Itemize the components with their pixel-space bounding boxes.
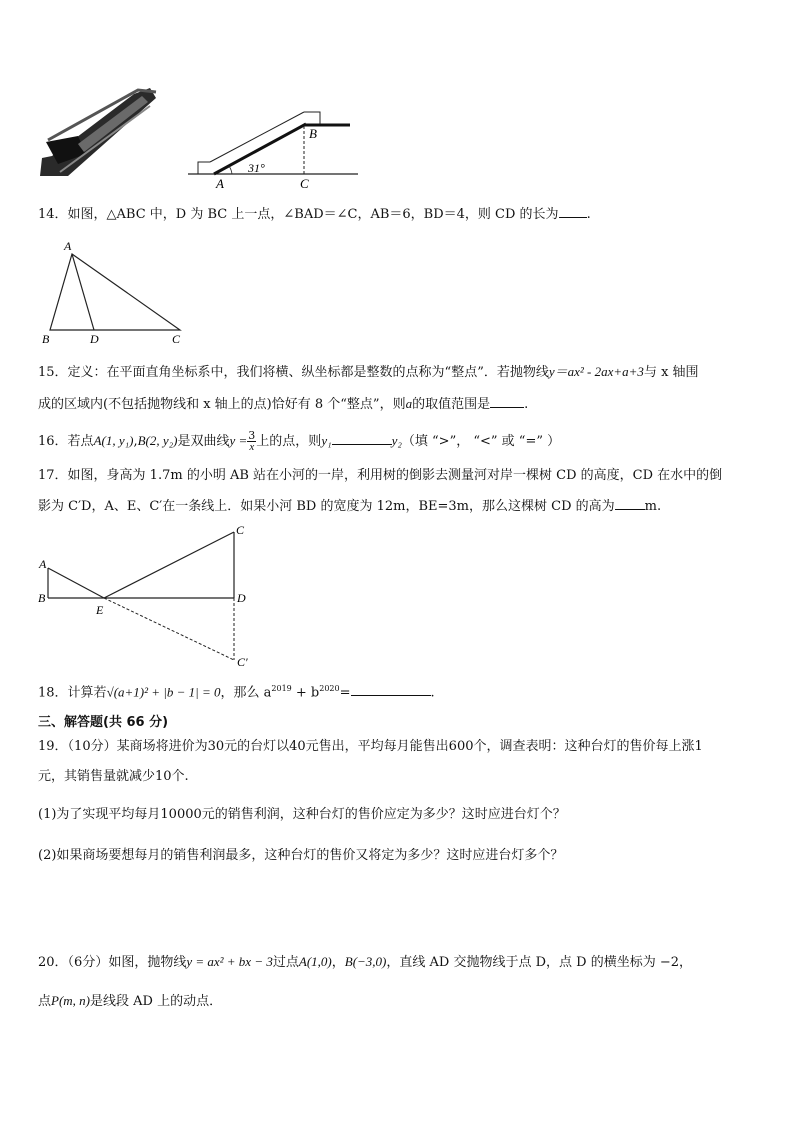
label-b: B — [42, 332, 50, 346]
question-17-line2: 影为 C′D，A、E、C′在一条线上．如果小河 BD 的宽度为 12m，BE=3m，那么这棵树 CD 的高为 m. — [38, 499, 662, 514]
question-19-part2: (2)如果商场要想每月的销售利润最多，这种台灯的售价又将定为多少？这时应进台灯多个？ — [38, 848, 564, 863]
parabola-formula: y＝ax² - 2ax+a+3 — [548, 364, 644, 379]
question-19-part1: (1)为了实现平均每月10000元的销售利润，这种台灯的售价应定为多少？这时应进台灯个？ — [38, 807, 566, 822]
question-14: 14．如图，△ABC 中，D 为 BC 上一点，∠BAD＝∠C，AB＝6，BD＝4，则 CD 的长为 . — [38, 207, 591, 222]
question-16: 16．若点A(1, y₁),B(2, y₂)是双曲线y = $\frac{3}{x}$ 上的点，则y₁ y₂（填 “>”， “<” 或 “=” ） — [38, 429, 561, 453]
label-b: B — [38, 591, 46, 605]
answer-blank[interactable] — [490, 395, 524, 408]
question-number: 15． — [38, 365, 68, 380]
label-c-prime: C′ — [237, 655, 248, 669]
question-15-line2: 成的区域内(不包括抛物线和 x 轴上的点)恰好有 8 个“整点”，则a的取值范围是 . — [38, 396, 529, 412]
label-d: D — [90, 332, 99, 346]
label-c: C — [236, 523, 245, 537]
label-b: B — [309, 126, 317, 141]
triangle-figure — [38, 236, 188, 346]
escalator-photo — [38, 84, 158, 178]
question-number: 18． — [38, 685, 68, 701]
answer-blank[interactable] — [559, 205, 587, 218]
angle-label: 31° — [248, 161, 265, 175]
question-18: 18．计算若√(a+1)² + |b − 1| = 0，那么 $a^{2019} + b^{2020}=$ . — [38, 684, 435, 701]
question-20: 20．（6分）如图，抛物线y = ax² + bx − 3过点A(1,0)，B(−3,0)，直线 AD 交抛物线于点 D，点 D 的横坐标为 −2， — [38, 954, 692, 970]
label-c: C — [172, 332, 181, 346]
question-20-line2: 点P(m, n)是线段 AD 上的动点． — [38, 993, 223, 1009]
question-number: 19． — [38, 739, 68, 754]
answer-blank[interactable] — [615, 497, 645, 510]
label-d: D — [237, 591, 246, 605]
label-e: E — [96, 603, 104, 617]
question-19-line2: 元，其销售量就减少10个. — [38, 769, 189, 784]
escalator-diagram — [186, 110, 362, 194]
answer-blank[interactable] — [351, 683, 431, 696]
question-text: 如图，△ABC 中，D 为 BC 上一点，∠BAD＝∠C，AB＝6，BD＝4，则 CD 的长为 — [67, 207, 559, 222]
question-19: 19．（10分）某商场将进价为30元的台灯以40元售出，平均每月能售出600个，调查表明：这种台灯的售价每上涨1 — [38, 739, 703, 754]
question-number: 17． — [38, 468, 68, 483]
question-number: 14． — [38, 207, 68, 222]
label-c: C — [300, 176, 309, 191]
label-a: A — [39, 557, 47, 571]
parabola-formula: y = ax² + bx − 3 — [186, 954, 273, 969]
question-15: 15．定义：在平面直角坐标系中，我们将横、纵坐标都是整数的点称为“整点”．若抛物线y＝ax² - 2ax+a+3与 x 轴围 — [38, 364, 699, 380]
fraction: $\frac{3}{x}$ — [248, 429, 256, 453]
section-heading: 三、解答题(共 66 分) — [38, 715, 169, 730]
answer-blank[interactable] — [332, 432, 392, 445]
label-a: A — [216, 176, 224, 191]
question-number: 20． — [38, 955, 68, 970]
label-a: A — [64, 239, 72, 253]
question-number: 16． — [38, 434, 68, 449]
equation: √(a+1)² + |b − 1| = 0 — [106, 684, 221, 700]
reflection-figure — [38, 520, 262, 670]
question-17: 17．如图，身高为 1.7m 的小明 AB 站在小河的一岸，利用树的倒影去测量河对岸一棵树 CD 的高度，CD 在水中的倒 — [38, 468, 723, 483]
